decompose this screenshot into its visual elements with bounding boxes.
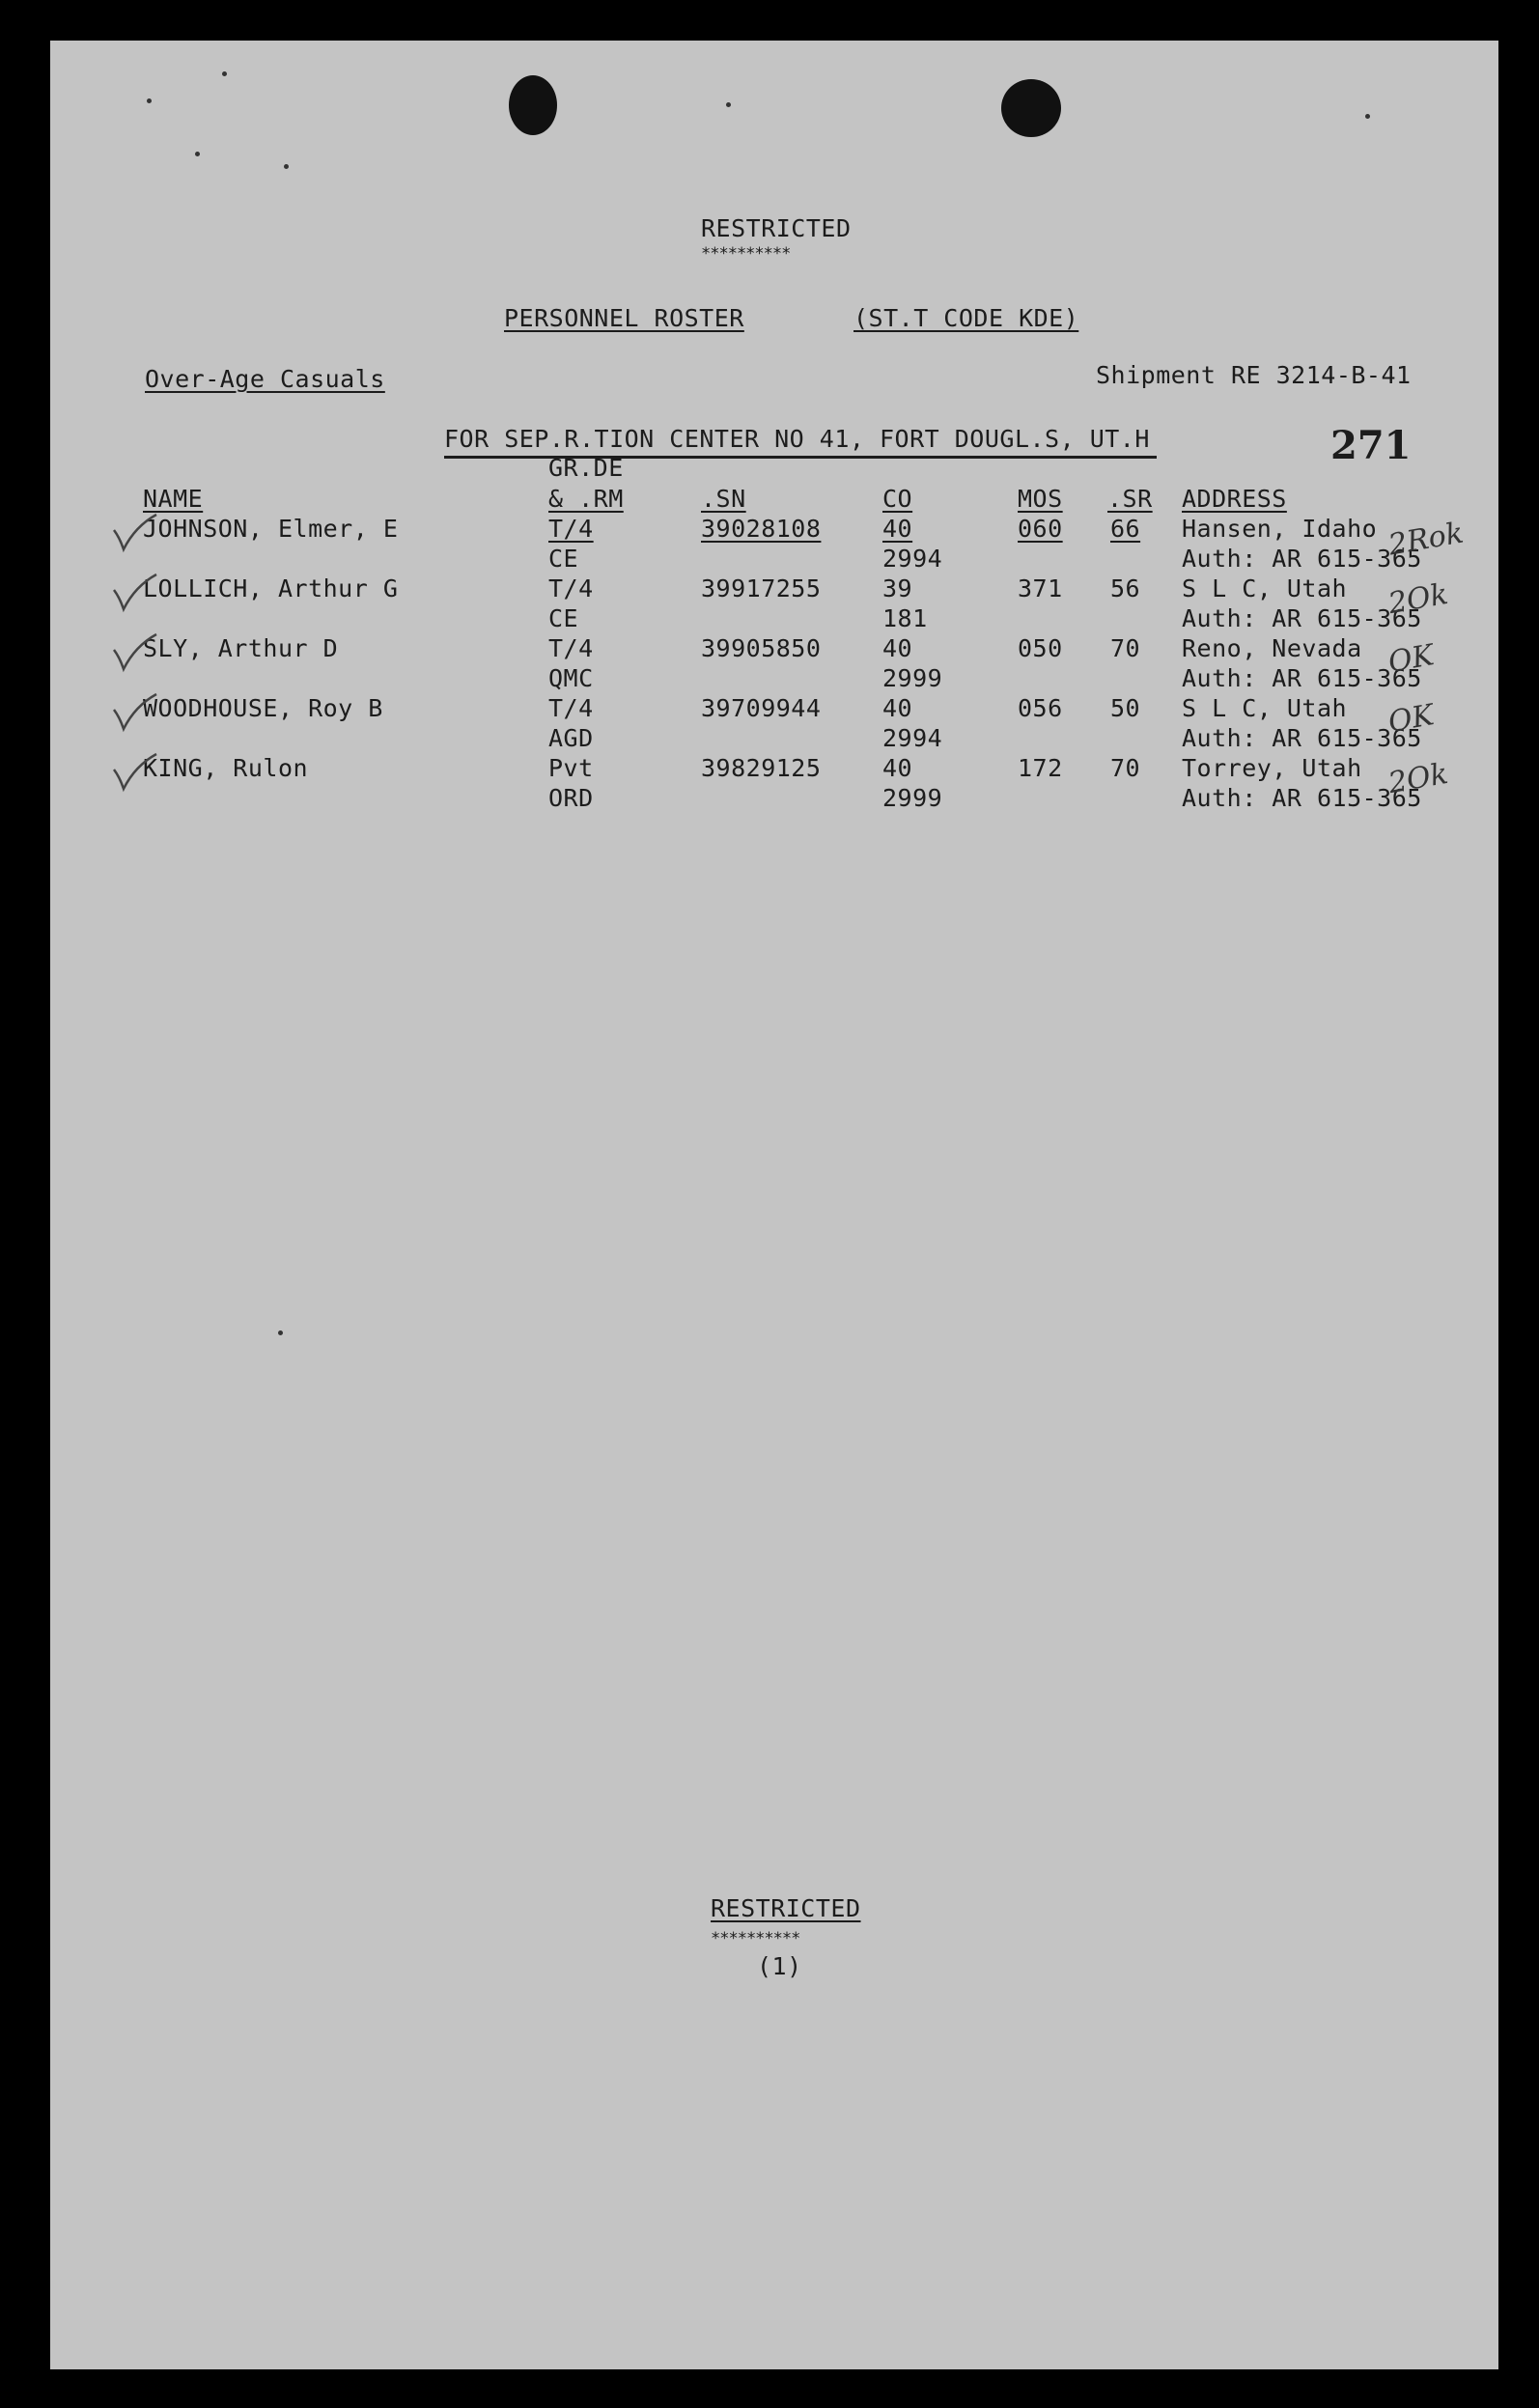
col-co: CO [882, 485, 913, 513]
speck [147, 98, 152, 103]
speck [284, 164, 289, 169]
classification-top: RESTRICTED [701, 214, 852, 242]
speck [222, 71, 227, 76]
row-auth: Auth: AR 615-365 [1182, 784, 1422, 812]
handwritten-note: OK [1385, 638, 1437, 680]
row-asn: 39028108 [701, 515, 822, 543]
row-co-1: 39 [882, 574, 913, 602]
document-page [50, 41, 1498, 2369]
row-co-1: 40 [882, 694, 913, 722]
classification-stars-bottom: ********** [711, 1929, 800, 1948]
check-mark-icon [110, 511, 158, 553]
page-footer-number: (1) [757, 1952, 802, 1980]
row-address: S L C, Utah [1182, 694, 1348, 722]
punch-hole-right [1001, 79, 1061, 137]
row-address: Torrey, Utah [1182, 754, 1362, 782]
speck [726, 102, 731, 107]
col-grade-arm: & .RM [548, 485, 624, 513]
col-asr: .SR [1107, 485, 1153, 513]
roster-title: PERSONNEL ROSTER [504, 304, 744, 332]
handwritten-note: 2Ok [1385, 756, 1451, 801]
row-name: KING, Rulon [143, 754, 309, 782]
row-name: SLY, Arthur D [143, 634, 339, 662]
row-mos: 056 [1018, 694, 1063, 722]
handwritten-note: 2Ok [1385, 576, 1451, 622]
check-mark-icon [110, 690, 158, 733]
row-grade: T/4 [548, 694, 594, 722]
row-grade: T/4 [548, 634, 594, 662]
row-address: S L C, Utah [1182, 574, 1348, 602]
row-asr: 70 [1110, 754, 1141, 782]
group-label: Over-Age Casuals [145, 365, 385, 393]
row-auth: Auth: AR 615-365 [1182, 664, 1422, 692]
row-arm: AGD [548, 724, 594, 752]
row-co-2: 2999 [882, 664, 943, 692]
check-mark-icon [110, 571, 158, 613]
row-auth: Auth: AR 615-365 [1182, 724, 1422, 752]
row-auth: Auth: AR 615-365 [1182, 604, 1422, 632]
row-asn: 39905850 [701, 634, 822, 662]
page-number-stamp: 271 [1330, 423, 1412, 468]
destination: FOR SEP.R.TION CENTER NO 41, FORT DOUGL.S, UT.H [444, 425, 1150, 453]
check-mark-icon [110, 750, 158, 793]
row-co-1: 40 [882, 515, 913, 543]
row-co-2: 2994 [882, 724, 943, 752]
row-asn: 39829125 [701, 754, 822, 782]
row-name: LOLLICH, Arthur G [143, 574, 399, 602]
classification-stars-top: ********** [701, 244, 791, 264]
row-co-2: 2994 [882, 545, 943, 573]
row-co-1: 40 [882, 754, 913, 782]
row-arm: QMC [548, 664, 594, 692]
col-asn: .SN [701, 485, 746, 513]
row-name: JOHNSON, Elmer, E [143, 515, 399, 543]
speck [195, 152, 200, 156]
row-asr: 50 [1110, 694, 1141, 722]
row-co-2: 2999 [882, 784, 943, 812]
row-grade: T/4 [548, 515, 594, 543]
row-asn: 39917255 [701, 574, 822, 602]
handwritten-note: 2Rok [1385, 516, 1467, 563]
row-mos: 172 [1018, 754, 1063, 782]
row-mos: 050 [1018, 634, 1063, 662]
row-arm: CE [548, 604, 579, 632]
row-name: WOODHOUSE, Roy B [143, 694, 383, 722]
row-asr: 66 [1110, 515, 1141, 543]
col-name: NAME [143, 485, 204, 513]
row-arm: ORD [548, 784, 594, 812]
speck [278, 1330, 283, 1335]
row-mos: 060 [1018, 515, 1063, 543]
col-mos: MOS [1018, 485, 1063, 513]
check-mark-icon [110, 630, 158, 673]
row-asn: 39709944 [701, 694, 822, 722]
row-grade: Pvt [548, 754, 594, 782]
shipment-number: Shipment RE 3214-B-41 [1096, 361, 1412, 389]
row-co-2: 181 [882, 604, 928, 632]
row-arm: CE [548, 545, 579, 573]
row-co-1: 40 [882, 634, 913, 662]
row-mos: 371 [1018, 574, 1063, 602]
row-address: Hansen, Idaho [1182, 515, 1378, 543]
row-address: Reno, Nevada [1182, 634, 1362, 662]
classification-bottom: RESTRICTED [711, 1894, 861, 1922]
speck [1365, 114, 1370, 119]
col-address: ADDRESS [1182, 485, 1287, 513]
stat-code: (ST.T CODE KDE) [853, 304, 1079, 332]
handwritten-note: OK [1385, 698, 1437, 740]
row-asr: 70 [1110, 634, 1141, 662]
punch-hole-left [509, 75, 557, 135]
row-asr: 56 [1110, 574, 1141, 602]
row-grade: T/4 [548, 574, 594, 602]
col-grade-top: GR.DE [548, 454, 624, 482]
row-auth: Auth: AR 615-365 [1182, 545, 1422, 573]
